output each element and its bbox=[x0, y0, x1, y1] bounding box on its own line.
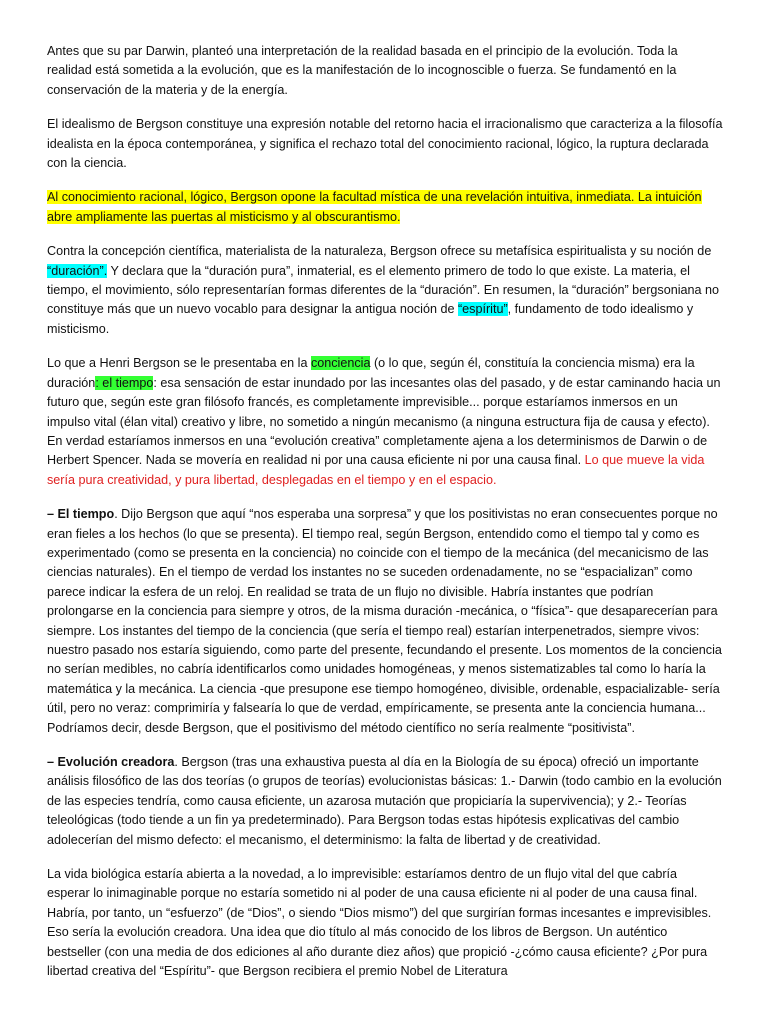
paragraph-1 bbox=[47, 42, 723, 100]
paragraph-7-evolucion-creadora bbox=[47, 753, 723, 850]
paragraph-1-text: Antes que su par Darwin, planteó una interpretación de la realidad basada en el principio de la evolución. Toda la realidad está sometida a la evolución, que es la manifestación de lo incognoscible o fuerza. Se fundamentó en la conservación de la materia y de la energía. bbox=[47, 44, 678, 97]
paragraph-2 bbox=[47, 115, 723, 173]
section-heading-evolucion-creadora: – Evolución creadora bbox=[47, 755, 175, 769]
section-heading-el-tiempo: – El tiempo bbox=[47, 507, 115, 522]
paragraph-3-highlighted bbox=[47, 188, 723, 227]
paragraph-4-text-a: Contra la concepción científica, materialista de la naturaleza, Bergson ofrece su metafísica espiritualista y su noción de bbox=[47, 244, 712, 259]
cyan-highlight-duracion: “duración”. bbox=[47, 263, 108, 278]
cyan-highlight-espiritu: “espíritu” bbox=[457, 302, 508, 317]
paragraph-6-el-tiempo bbox=[47, 505, 723, 738]
paragraph-4 bbox=[47, 242, 723, 339]
paragraph-4-text-c: , fundamento de todo idealismo y misticismo. bbox=[47, 302, 694, 336]
paragraph-5-text-c: : esa sensación de estar inundado por las incesantes olas del pasado, y de estar caminando hacia un futuro que, según este gran filósofo francés, es completamente imprevisible... porque estaríamos inmersos en un impulso vital (élan vital) creativo y libre, no sometido a ningún mecanismo (a ninguna estructura fija de causa y efecto). En verdad estaríamos inmersos en una “evolución creativa” completamente ajena a los determinismos de Darwin o de Herbert Spencer. Nada se movería en realidad ni por una causa eficiente ni por una causa final. bbox=[47, 375, 721, 468]
paragraph-8-text: La vida biológica estaría abierta a la novedad, a lo imprevisible: estaríamos dentro de un flujo vital del que cabría esperar lo inimaginable porque no estaría sometido ni al poder de una causa eficiente ni al poder de una causa final. Habría, por tanto, un “esfuerzo” (de “Dios”, o siendo “Dios mismo”) del que surgirían formas incesantes e imprevisibles. Eso sería la evolución creadora. Una idea que dio título al más conocido de los libros de Bergson. Un auténtico bestseller (con una media de dos ediciones al año durante diez años) que propició -¿cómo causa eficiente? ¿Por pura libertad creativa del “Espíritu”- que Bergson recibiera el premio Nobel de Literatura bbox=[47, 867, 712, 979]
paragraph-5 bbox=[47, 354, 723, 490]
paragraph-4-text-b: Y declara que la “duración pura”, inmaterial, es el elemento primero de todo lo que existe. La materia, el tiempo, el movimiento, sólo representarían formas diferentes de la “duración”. En resumen, la “duración” bergsoniana no constituye más que un nuevo vocablo para designar la antigua noción de bbox=[47, 263, 720, 317]
paragraph-2-text: El idealismo de Bergson constituye una expresión notable del retorno hacia el irracionalismo que caracteriza a la filosofía idealista en la época contemporánea, y significa el rechazo total del conocimiento racional, lógico, la ruptura declarada con la ciencia. bbox=[47, 117, 723, 171]
paragraph-7-text: . Bergson (tras una exhaustiva puesta al día en la Biología de su época) ofreció un importante análisis filosófico de las dos teorías (o grupos de teorías) evolucionistas básicas: 1.- Darwin (todo cambio en la evolución de las especies tendría, como causa eficiente, un azarosa mutación que propiciaría la supervivencia); y 2.- Teorías teleológicas (todo tiende a un fin ya predeterminado). Para Bergson todas estas hipótesis explicativas del cambio adolecerían del mismo defecto: el mecanismo, el determinismo: la falta de libertad y de creatividad. bbox=[47, 755, 722, 847]
red-text-conclusion: Lo que mueve la vida sería pura creatividad, y pura libertad, desplegadas en el tiempo y en el espacio. bbox=[47, 453, 705, 487]
paragraph-6-text: . Dijo Bergson que aquí “nos esperaba una sorpresa” y que los positivistas no eran consecuentes porque no eran fieles a los hechos (lo que se presenta). El tiempo real, según Bergson, entendido como el tiempo tal y como es experimentado (como se presenta en la conciencia) no coincide con el tiempo de la mecánica (del mecanicismo de las ciencias naturales). En el tiempo de verdad los instantes no se suceden ordenadamente, no se “espacializan” como parece indicar la esfera de un reloj. En realidad se trata de un flujo no divisible. Habría instantes que podrían prolongarse en la conciencia para siempre y otros, de la misma duración -mecánica, o “física”- que desaparecerían para siempre. Los instantes del tiempo de la conciencia (que sería el tiempo real) estarían interpenetrados, siempre vivos: nuestro pasado nos estaría siguiendo, como parte del presente, fecundando el presente. Los momentos de la conciencia no serían medibles, no cabría identificarlos como unidades homogéneas, y menos sistematizables tal como lo haría la matemática y la mecánica. La ciencia -que presupone ese tiempo homogéneo, divisible, ordenable, espacializable- sería útil, pero no veraz: comprimiría y falsearía lo que de verdad, empíricamente, se presenta ante la conciencia humana... Podríamos decir, desde Bergson, que el positivismo del método científico no sería realmente “positivista”. bbox=[47, 507, 722, 735]
paragraph-5-text-a: Lo que a Henri Bergson se le presentaba en la bbox=[47, 356, 311, 371]
green-highlight-el-tiempo: : el tiempo bbox=[95, 375, 154, 390]
document-body bbox=[47, 42, 723, 996]
paragraph-8 bbox=[47, 865, 723, 981]
green-highlight-conciencia: conciencia bbox=[310, 356, 371, 371]
yellow-highlight-text: Al conocimiento racional, lógico, Bergson opone la facultad mística de una revelación intuitiva, inmediata. La intuición abre ampliamente las puertas al misticismo y al obscurantismo. bbox=[47, 190, 702, 224]
paragraph-5-text-b: (o lo que, según él, constituía la conciencia misma) era la duración bbox=[47, 356, 695, 390]
